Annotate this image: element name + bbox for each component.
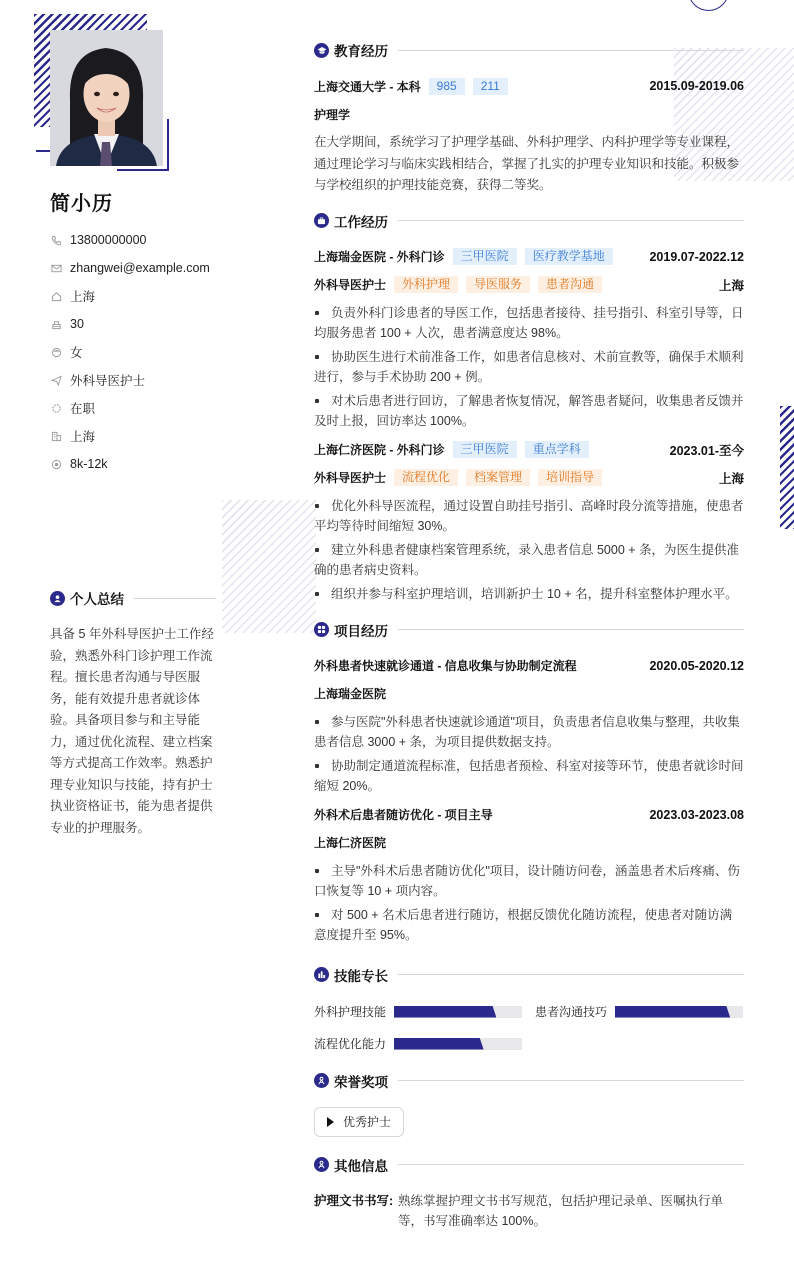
tag: 重点学科 xyxy=(525,441,589,458)
tag: 档案管理 xyxy=(466,469,530,486)
list-item: 对 500 + 名术后患者进行随访，根据反馈优化随访流程，使患者对随访满意度提升至 95%。 xyxy=(314,905,744,945)
project-bullets xyxy=(314,712,744,796)
skill-bar xyxy=(615,1006,743,1018)
user-icon xyxy=(50,591,65,606)
tag: 培训指导 xyxy=(538,469,602,486)
section-header: 个人总结 xyxy=(50,588,216,608)
decorative-stripes xyxy=(780,406,794,529)
work-section xyxy=(314,211,744,604)
education-section xyxy=(314,40,744,197)
gender-icon xyxy=(50,346,62,358)
project-row: 外科术后患者随访优化 - 项目主导 2023.03-2023.08 xyxy=(314,807,744,822)
contact-email: zhangwei@example.com xyxy=(50,254,210,282)
briefcase-icon xyxy=(314,213,329,228)
section-header: 技能专长 xyxy=(314,965,744,985)
tag: 流程优化 xyxy=(394,469,458,486)
projects-section xyxy=(314,620,744,945)
divider xyxy=(398,1164,744,1165)
skill-bar xyxy=(394,1006,522,1018)
candidate-name: 简小历 xyxy=(50,193,113,215)
summary-section xyxy=(50,588,216,839)
divider xyxy=(134,598,216,599)
work-role-row: 外科导医护士 流程优化 档案管理 培训指导 上海 xyxy=(314,470,744,486)
tag: 导医服务 xyxy=(466,276,530,293)
contact-phone: 13800000000 xyxy=(50,226,210,254)
age-icon xyxy=(50,318,62,330)
list-item: 参与医院"外科患者快速就诊通道"项目，负责患者信息收集与整理，共收集患者信息 3000 + 条，为项目提供数据支持。 xyxy=(314,712,744,752)
skill-list xyxy=(314,1003,744,1053)
decorative-stripes xyxy=(222,500,316,633)
contact-location: 上海 xyxy=(50,282,210,310)
list-item: 优化外科导医流程，通过设置自助挂号指引、高峰时段分流等措施，使患者平均等待时间缩短 30%。 xyxy=(314,496,744,536)
mail-icon xyxy=(50,262,62,274)
decorative-circle xyxy=(688,0,729,11)
grid-icon xyxy=(314,622,329,637)
contact-status: 在职 xyxy=(50,394,210,422)
date: 2020.05-2020.12 xyxy=(649,658,744,673)
date: 2019.07-2022.12 xyxy=(649,249,744,264)
send-icon xyxy=(50,374,62,386)
section-header: 工作经历 xyxy=(314,211,744,231)
contact-salary: 8k-12k xyxy=(50,450,210,478)
award-icon xyxy=(314,1157,329,1172)
list-item: 对术后患者进行回访，了解患者恢复情况，解答患者疑问，收集患者反馈并及时上报，回访率达 100%。 xyxy=(314,391,744,431)
divider xyxy=(398,974,744,975)
date: 2023.01-至今 xyxy=(669,443,744,458)
work-org-row: 上海仁济医院 - 外科门诊 三甲医院 重点学科 2023.01-至今 xyxy=(314,442,744,458)
skill-bar xyxy=(394,1038,522,1050)
list-item: 主导"外科术后患者随访优化"项目，设计随访问卷，涵盖患者术后疼痛、伤口恢复等 10 + 项内容。 xyxy=(314,861,744,901)
skill-item: 流程优化能力 xyxy=(314,1035,535,1053)
divider xyxy=(398,220,744,221)
contact-age: 30 xyxy=(50,310,210,338)
bar-chart-icon xyxy=(314,967,329,982)
play-icon xyxy=(327,1117,334,1127)
list-item: 建立外科患者健康档案管理系统，录入患者信息 5000 + 条，为医生提供准确的患者病史资料。 xyxy=(314,540,744,580)
divider xyxy=(398,1080,744,1081)
award-item[interactable]: 优秀护士 xyxy=(314,1107,404,1137)
tag: 三甲医院 xyxy=(453,441,517,458)
education-row: 上海交通大学 - 本科 985 211 2015.09-2019.06 xyxy=(314,78,744,94)
list-item: 负责外科门诊患者的导医工作，包括患者接待、挂号指引、科室引导等，日均服务患者 100 + 人次，患者满意度达 98%。 xyxy=(314,303,744,343)
contact-gender: 女 xyxy=(50,338,210,366)
project-org-row: 上海瑞金医院 xyxy=(314,687,387,701)
tag: 985 xyxy=(429,78,465,95)
section-header: 项目经历 xyxy=(314,620,744,640)
avatar-photo xyxy=(50,30,163,166)
list-item: 组织并参与科室护理培训，培训新护士 10 + 名，提升科室整体护理水平。 xyxy=(314,584,744,604)
awards-section xyxy=(314,1071,744,1137)
education-desc: 在大学期间，系统学习了护理学基础、外科护理学、内科护理学等专业课程，通过理论学习与临床实践相结合，掌握了扎实的护理专业知识和技能。积极参与学校组织的护理技能竞赛，获得二等奖。 xyxy=(314,135,740,192)
summary-text: 具备 5 年外科导医护士工作经验，熟悉外科门诊护理工作流程。擅长患者沟通与导医服务，能有效提升患者就诊体验。具备项目参与和主导能力，通过优化流程、建立档案等方式提高工作效率。熟悉护理专业知识与技能，持有护士执业资格证书，能为患者提供专业的护理服务。 xyxy=(50,627,214,835)
date: 2023.03-2023.08 xyxy=(649,807,744,822)
tag: 三甲医院 xyxy=(453,248,517,265)
major-row: 护理学 xyxy=(314,107,351,122)
contact-list xyxy=(50,226,210,478)
work-bullets xyxy=(314,303,744,431)
tag: 外科护理 xyxy=(394,276,458,293)
divider xyxy=(398,629,744,630)
work-bullets xyxy=(314,496,744,604)
other-item: 护理文书书写: 熟练掌握护理文书书写规范，包括护理记录单、医嘱执行单等，书写准确率达 100%。 xyxy=(314,1193,724,1228)
home-icon xyxy=(50,290,62,302)
divider xyxy=(398,50,744,51)
section-header: 荣誉奖项 xyxy=(314,1071,744,1091)
other-section xyxy=(314,1155,744,1231)
skills-section xyxy=(314,965,744,1053)
graduation-cap-icon xyxy=(314,43,329,58)
project-row: 外科患者快速就诊通道 - 信息收集与协助制定流程 2020.05-2020.12 xyxy=(314,658,744,673)
city: 上海 xyxy=(718,278,744,293)
phone-icon xyxy=(50,234,62,246)
work-org-row: 上海瑞金医院 - 外科门诊 三甲医院 医疗教学基地 2019.07-2022.12 xyxy=(314,249,744,264)
tag: 211 xyxy=(473,78,508,95)
list-item: 协助制定通道流程标准，包括患者预检、科室对接等环节，使患者就诊时间缩短 20%。 xyxy=(314,756,744,796)
section-header: 教育经历 xyxy=(314,40,744,60)
building-icon xyxy=(50,430,62,442)
main-column xyxy=(314,40,744,1231)
date: 2015.09-2019.06 xyxy=(649,79,744,93)
tag: 患者沟通 xyxy=(538,276,602,293)
project-org-row: 上海仁济医院 xyxy=(314,836,387,850)
project-bullets xyxy=(314,861,744,945)
work-role-row: 外科导医护士 外科护理 导医服务 患者沟通 上海 xyxy=(314,277,744,293)
salary-icon xyxy=(50,458,62,470)
city: 上海 xyxy=(718,471,744,486)
tag: 医疗教学基地 xyxy=(525,248,613,265)
status-icon xyxy=(50,402,62,414)
skill-item: 患者沟通技巧 xyxy=(535,1003,744,1021)
contact-city: 上海 xyxy=(50,422,210,450)
award-icon xyxy=(314,1073,329,1088)
list-item: 协助医生进行术前准备工作，如患者信息核对、术前宣教等，确保手术顺利进行，参与手术协助 200 + 例。 xyxy=(314,347,744,387)
skill-item: 外科护理技能 xyxy=(314,1003,535,1021)
contact-position: 外科导医护士 xyxy=(50,366,210,394)
section-header: 其他信息 xyxy=(314,1155,744,1175)
